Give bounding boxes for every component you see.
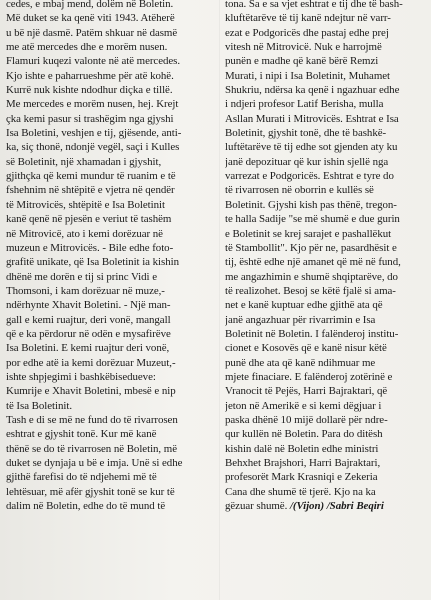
article-line: varrezat e Podgoricës. Eshtrat e tyre do xyxy=(225,170,394,183)
article-line: mjete finaciare. E falënderoj zotërinë e xyxy=(225,370,393,383)
article-line: tona. Sa e sa vjet eshtrat e tij dhe të bash- xyxy=(225,0,403,10)
article-line: lehtësuar, më afër gjyshit tonë se kur të xyxy=(6,485,175,498)
article-line: cedes, e mbaj mend, dolëm në Boletin. xyxy=(6,0,174,10)
article-line: te halla Sadije "se më shumë e due gurin xyxy=(225,213,400,226)
article-line: Isa Boletini. E kemi ruajtur deri vonë, xyxy=(6,342,170,355)
article-line: të realizohet. Besoj se këtë fjalë si ama- xyxy=(225,284,396,297)
article-line: Thomsoni, i kam dorëzuar në muze,- xyxy=(6,284,165,297)
article-line: i ndjeri profesor Latif Berisha, mulla xyxy=(225,98,384,111)
article-line: punë dhe ata që kanë ndihmuar me xyxy=(225,356,376,369)
article-line: luftëtarëve të tij edhe sot gjenden aty ku xyxy=(225,141,398,154)
article-line: Shukriu, ndërsa ka qenë i ngazhuar edhe xyxy=(225,84,400,97)
article-line: eshtrat e gjyshit tonë. Kur më kanë xyxy=(6,428,157,441)
article-line: çka kemi pasur si trashëgim nga gjyshi xyxy=(6,112,174,125)
article-line: vitesh në Mitrovicë. Nuk e harrojmë xyxy=(225,41,382,54)
article-line: e Boletinit se krej sarajet e pashallëkut xyxy=(225,227,392,240)
article-last-line xyxy=(225,499,428,513)
article-line: së Boletinit, një xhamadan i gjyshit, xyxy=(6,155,162,168)
article-line: thënë se do të rivarrosen në Boletin, më xyxy=(6,442,177,455)
article-line: gjithë farefisi do të ndjehemi më të xyxy=(6,471,157,484)
article-line: Tash e di se më ne fund do të rivarrosen xyxy=(6,413,178,426)
article-line: por edhe atë ia kemi dorëzuar Muzeut,- xyxy=(6,356,176,369)
article-line: gjithçka që kemi mundur të ruanim e të xyxy=(6,170,176,183)
article-line: jeton në Amerikë e si kemi dëgjuar i xyxy=(225,399,382,412)
article-line: kluftëtarëve të tij kanë ndejtur në varr- xyxy=(225,12,391,25)
article-line: Boletinit, gjyshit tonë, dhe të bashkë- xyxy=(225,127,387,140)
article-line: Isa Boletini, veshjen e tij, gjësende, anti- xyxy=(6,127,182,140)
article-line: janë depozituar që kur ishin sjellë nga xyxy=(225,155,389,168)
article-line: Më duket se ka qenë viti 1943. Atëherë xyxy=(6,12,175,25)
article-line: Murati, i nipi i Isa Boletinit, Muhamet xyxy=(225,69,391,82)
column-divider xyxy=(219,0,220,600)
article-line: Vranocit të Pejës, Harri Bajraktari, që xyxy=(225,385,388,398)
article-line: me atë mercedes dhe e morëm nusen. xyxy=(6,41,168,54)
article-line: grafitë unikate, që Isa Boletinit ia kishin xyxy=(6,256,179,269)
article-line: cionet e Kosovës që e kanë nisur këtë xyxy=(225,342,387,355)
article-line: tij, është edhe një amanet që më në fund, xyxy=(225,256,401,269)
article-line: të rivarrosen në oborrin e kullës së xyxy=(225,184,374,197)
article-line: në Mitrovicë, ato i kemi dorëzuar në xyxy=(6,227,163,240)
article-line: muzeun e Mitrovicës. - Bile edhe foto- xyxy=(6,241,174,254)
article-line: Behxhet Brajshori, Harri Bajraktari, xyxy=(225,457,381,469)
article-line: kanë qenë në pjesën e veriut të tashëm xyxy=(6,213,172,226)
article-line: duket se dynjaja u bë e imja. Unë si edhe xyxy=(6,457,183,469)
article-line: qur kullën në Boletin. Para do ditësh xyxy=(225,428,383,441)
article-line: të Stambollit". Kjo për ne, pasardhësit e xyxy=(225,241,397,254)
article-line: Boletinit në Boletin. I falënderoj institu- xyxy=(225,327,399,340)
article-line: gall e kemi ruajtur, deri vonë, mangall xyxy=(6,313,171,326)
article-line: profesorët Mark Krasniqi e Zekeria xyxy=(225,471,378,484)
article-line: Kumrije e Xhavit Boletini, mbesë e nip xyxy=(6,385,176,398)
article-line: kishin dalë në Boletin edhe ministri xyxy=(225,442,379,455)
article-line: që e ka përdorur në odën e mysafirëve xyxy=(6,327,171,340)
article-line: dhënë me dorën e tij si princ Vidi e xyxy=(6,270,157,283)
article-line: ndërhynte Xhavit Boletini. - Një man- xyxy=(6,299,171,312)
article-line: ka, siç thonë, ndonjë vegël, saçi i Kulles xyxy=(6,141,180,154)
article-line: Kurrë nuk kishte ndodhur diçka e tillë. xyxy=(6,84,173,97)
article-line: Me mercedes e morëm nusen, hej. Krejt xyxy=(6,98,179,111)
article-left-column xyxy=(6,0,214,513)
article-line-text: gëzuar shumë. xyxy=(225,500,288,513)
article-line: me angazhimin e shumë shqiptarëve, do xyxy=(225,270,398,283)
article-line: fshehnim në shtëpitë e vjetra në qendër xyxy=(6,184,175,197)
article-line: paska dhënë 10 mijë dollarë për ndre- xyxy=(225,413,388,426)
article-line: të Isa Boletinit. xyxy=(6,399,72,412)
article-line: Cana dhe shumë të tjerë. Kjo na ka xyxy=(225,485,376,498)
article-line: net e kanë kuptuar edhe gjithë ata që xyxy=(225,299,383,312)
article-right-column xyxy=(225,0,428,513)
article-line: Kjo ishte e paharrueshme për atë kohë. xyxy=(6,69,174,82)
article-line: të Mitrovicës, shtëpitë e Isa Boletinit xyxy=(6,198,165,211)
author-byline: /(Vijon) /Sabri Beqiri xyxy=(289,500,384,513)
article-line: punën e madhe që kanë bërë Remzi xyxy=(225,55,379,68)
article-line: ishte shpjegimi i bashkëbisedueve: xyxy=(6,370,156,383)
article-line: ezat e Podgoricës dhe pastaj edhe prej xyxy=(225,26,389,39)
article-line: dalim në Boletin, edhe do të mund të xyxy=(6,500,166,513)
article-line: Boletinit. Gjyshi kish pas thënë, tregon- xyxy=(225,198,397,211)
article-line: Flamuri kuqezi valonte në atë mercedes. xyxy=(6,55,181,68)
article-line: janë angazhuar për rivarrimin e Isa xyxy=(225,313,376,326)
article-line: Asllan Murati i Mitrovicës. Eshtrat e Isa xyxy=(225,112,399,125)
article-line: u bë një dasmë. Patëm shkuar në dasmë xyxy=(6,26,178,39)
